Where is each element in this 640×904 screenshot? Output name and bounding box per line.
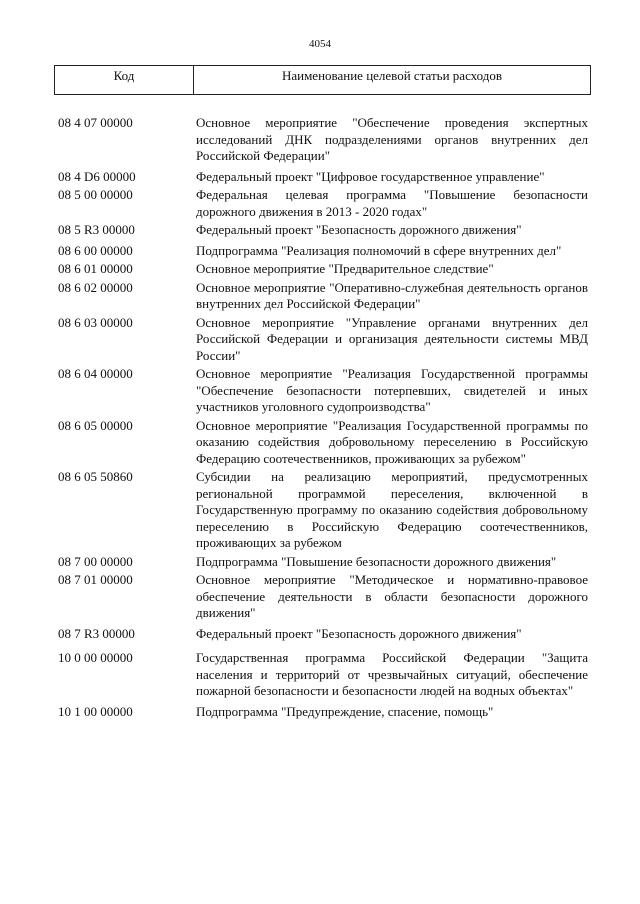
table-row: [58, 418, 588, 468]
table-row: [58, 650, 588, 700]
table-row: [58, 243, 588, 260]
row-name: Государственная программа Российской Федерации "Защита населения и территорий от чрезвычайных ситуаций, обеспечение пожарной безопасности и безопасности людей на водных объектах": [196, 650, 588, 698]
table-row: [58, 115, 588, 165]
header-code-label: Код: [55, 66, 194, 94]
row-name: Подпрограмма "Предупреждение, спасение, помощь": [196, 703, 494, 719]
row-name: Федеральный проект "Безопасность дорожного движения": [196, 222, 522, 237]
row-name: Субсидии на реализацию мероприятий, предусмотренных региональной программой переселения, включенной в Государственную программу по оказанию содействия добровольному переселению в Российскую Федерацию соотечественников, проживающих за рубежом: [196, 469, 588, 550]
row-name: Основное мероприятие "Реализация Государственной программы по оказанию содействия добровольному переселению в Российскую Федерацию соотечественников, проживающих за рубежом": [196, 417, 588, 466]
row-name: Основное мероприятие "Обеспечение проведения экспертных исследований ДНК подразделениями органов внутренних дел Российской Федерации": [196, 115, 588, 163]
row-name: Подпрограмма "Реализация полномочий в сфере внутренних дел": [196, 242, 562, 258]
table-row: [58, 626, 588, 643]
row-code: 08 4 07 00000: [58, 115, 133, 130]
table-row: [58, 187, 588, 220]
page-number: 4054: [309, 38, 331, 50]
table-body: [58, 115, 588, 720]
row-code: 08 7 01 00000: [58, 572, 133, 587]
row-code: 08 6 02 00000: [58, 279, 133, 295]
row-name: Основное мероприятие "Методическое и нормативно-правовое обеспечение деятельности в области безопасности дорожного движения": [196, 572, 588, 620]
table-row: [58, 469, 588, 552]
table-row: [58, 222, 588, 239]
row-name: Федеральный проект "Цифровое государственное управление": [196, 168, 545, 184]
table-row: [58, 366, 588, 416]
table-row: [58, 704, 588, 721]
table-header: [54, 65, 591, 95]
table-row: [58, 261, 588, 278]
row-code: 08 5 R3 00000: [58, 222, 135, 237]
row-code: 10 0 00 00000: [58, 650, 133, 665]
row-name: Федеральная целевая программа "Повышение безопасности дорожного движения в 2013 - 2020 годах": [196, 187, 588, 219]
table-row: [58, 554, 588, 571]
row-name: Основное мероприятие "Оперативно-служебная деятельность органов внутренних дел Российской Федерации": [196, 279, 588, 311]
row-code: 08 5 00 00000: [58, 187, 133, 202]
header-name-label: Наименование целевой статьи расходов: [281, 68, 503, 83]
table-row: [58, 315, 588, 365]
table-row: [58, 280, 588, 313]
row-name: Основное мероприятие "Реализация Государственной программы "Обеспечение безопасности потерпевших, свидетелей и иных участников уголовного судопроизводства": [196, 366, 588, 414]
row-code: 08 7 R3 00000: [58, 625, 135, 641]
row-code: 08 6 01 00000: [58, 261, 133, 276]
table-row: [58, 572, 588, 622]
row-name: Федеральный проект "Безопасность дорожного движения": [196, 625, 522, 641]
row-name: Подпрограмма "Повышение безопасности дорожного движения": [196, 553, 557, 569]
row-code: 08 6 00 00000: [58, 242, 133, 258]
row-code: 10 1 00 00000: [58, 703, 133, 719]
row-code: 08 4 D6 00000: [58, 168, 136, 184]
row-code: 08 6 05 00000: [58, 417, 133, 433]
row-name: Основное мероприятие "Управление органами внутренних дел Российской Федерации и организация деятельности системы МВД России": [196, 314, 588, 363]
table-row: [58, 169, 588, 186]
row-code: 08 6 04 00000: [58, 366, 133, 381]
row-code: 08 6 05 50860: [58, 469, 133, 484]
row-name: Основное мероприятие "Предварительное следствие": [196, 261, 494, 276]
row-code: 08 6 03 00000: [58, 314, 133, 330]
row-code: 08 7 00 00000: [58, 553, 133, 569]
